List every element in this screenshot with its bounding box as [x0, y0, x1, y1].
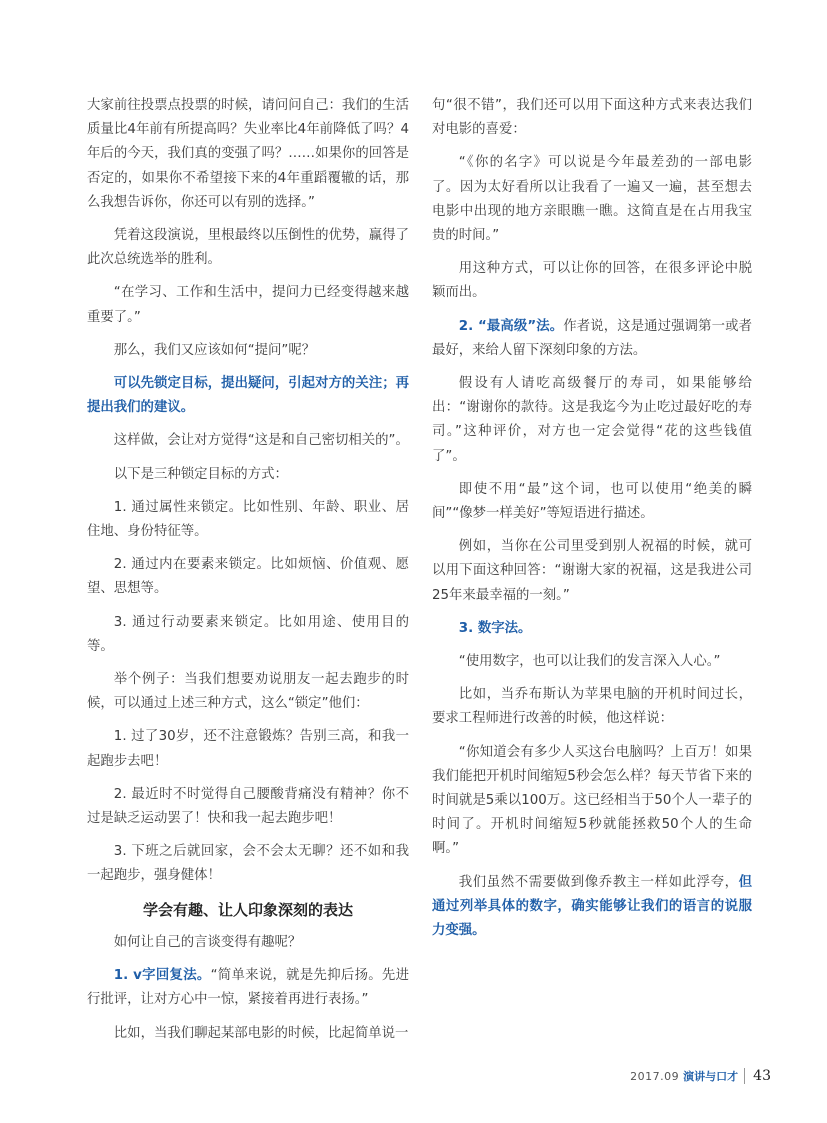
paragraph: 那么，我们又应该如何“提问”呢？ — [113, 342, 316, 358]
paragraph: 比如，当乔布斯认为苹果电脑的开机时间过长，要求工程师进行改善的时候，他这样说： — [432, 687, 752, 727]
list-item: 1. 通过属性来锁定。比如性别、年龄、职业、居住地、身份特征等。 — [87, 499, 409, 540]
list-item: 2. 通过内在要素来锁定。比如烦恼、价值观、愿望、思想等。 — [87, 557, 409, 597]
page-number: 43 — [753, 1068, 771, 1084]
paragraph: 句“很不错”，我们还可以用下面这种方式来表达我们对电影的喜爱： — [432, 98, 752, 138]
paragraph: 以下是三种锁定目标的方式： — [113, 466, 288, 482]
method-text: “简单来说，就是先抑后扬。先进行批评，让对方心中一惊，紧接着再进行表扬。” — [87, 968, 409, 1008]
paragraph: 例如，当你在公司里受到别人祝福的时候，就可以用下面这种回答：“谢谢大家的祝福，这是我进公司25年来最幸福的一刻。” — [432, 539, 752, 603]
right-column — [432, 94, 752, 952]
key-point: 可以先锁定目标，提出疑问，引起对方的关注；再提出我们的建议。 — [87, 376, 409, 416]
paragraph: 这样做，会让对方觉得“这是和自己密切相关的”。 — [113, 433, 409, 449]
method-paragraph — [432, 315, 752, 363]
paragraph: 比如，当我们聊起某部电影的时候，比起简单说一 — [113, 1025, 409, 1041]
page-footer — [630, 1068, 771, 1084]
closing-paragraph — [432, 871, 752, 944]
paragraph: 即使不用“最”这个词，也可以使用“绝美的瞬间”“像梦一样美好”等短语进行描述。 — [432, 481, 752, 522]
issue-date: 2017.09 — [630, 1069, 680, 1083]
list-item: 3. 下班之后就回家，会不会太无聊？还不如和我一起跑步，强身健体！ — [87, 844, 409, 884]
quote: “在学习、工作和生活中，提问力已经变得越来越重要了。” — [87, 285, 409, 325]
paragraph: 大家前往投票点投票的时候，请问问自己：我们的生活质量比4年前有所提高吗？失业率比4年前降低了吗？4年后的今天，我们真的变强了吗？……如果你的回答是否定的，如果你不希望接下来的4年重蹈覆辙的话，那么我想告诉你，你还可以有别的选择。” — [87, 98, 409, 210]
quote: “《你的名字》可以说是今年最差劲的一部电影了。因为太好看所以让我看了一遍又一遍，甚至想去电影中出现的地方亲眼瞧一瞧。这简直是在占用我宝贵的时间。” — [432, 155, 752, 244]
paragraph: 假设有人请吃高级餐厅的寿司，如果能够给出：“谢谢你的款待。这是我迄今为止吃过最好吃的寿司。”这种评价，对方也一定会觉得“花的这些钱值了”。 — [432, 376, 752, 464]
list-item: 1. 过了30岁，还不注意锻炼？告别三高，和我一起跑步去吧！ — [87, 729, 409, 769]
paragraph: 如何让自己的言谈变得有趣呢？ — [113, 934, 302, 950]
quote: “使用数字，也可以让我们的发言深入人心。” — [458, 654, 721, 670]
method-label: 3. 数字法。 — [458, 620, 532, 636]
section-heading: 学会有趣、让人印象深刻的表达 — [142, 900, 353, 919]
magazine-name: 演讲与口才 — [683, 1070, 739, 1083]
closing-text: 我们虽然不需要做到像乔教主一样如此浮夸， — [458, 874, 739, 890]
method-text: 作者说，这是通过强调第一或者最好，来给人留下深刻印象的方法。 — [432, 318, 753, 358]
footer-divider — [744, 1068, 745, 1084]
list-item: 2. 最近时不时觉得自己腰酸背痛没有精神？你不过是缺乏运动罢了！快和我一起去跑步吧！ — [87, 786, 409, 827]
paragraph: 用这种方式，可以让你的回答，在很多评论中脱颖而出。 — [432, 261, 752, 301]
closing-emphasis: 但通过列举具体的数字，确实能够让我们的语言的说服力变强。 — [432, 874, 752, 939]
method-label: 2. “最高级”法。 — [458, 318, 564, 334]
method-paragraph — [87, 964, 409, 1012]
method-label: 1. v字回复法。 — [113, 968, 211, 984]
quote: “你知道会有多少人买这台电脑吗？上百万！如果我们能把开机时间缩短5秒会怎么样？每天节省下来的时间就是5乘以100万。这已经相当于50个人一辈子的时间了。开机时间缩短5秒就能拯救50个人的生命啊。” — [432, 744, 752, 857]
paragraph: 凭着这段演说，里根最终以压倒性的优势，赢得了此次总统选举的胜利。 — [87, 228, 409, 268]
paragraph: 举个例子：当我们想要劝说朋友一起去跑步的时候，可以通过上述三种方式，这么“锁定”他们： — [87, 672, 409, 712]
left-column — [87, 94, 409, 1055]
list-item: 3. 通过行动要素来锁定。比如用途、使用目的等。 — [87, 614, 409, 654]
